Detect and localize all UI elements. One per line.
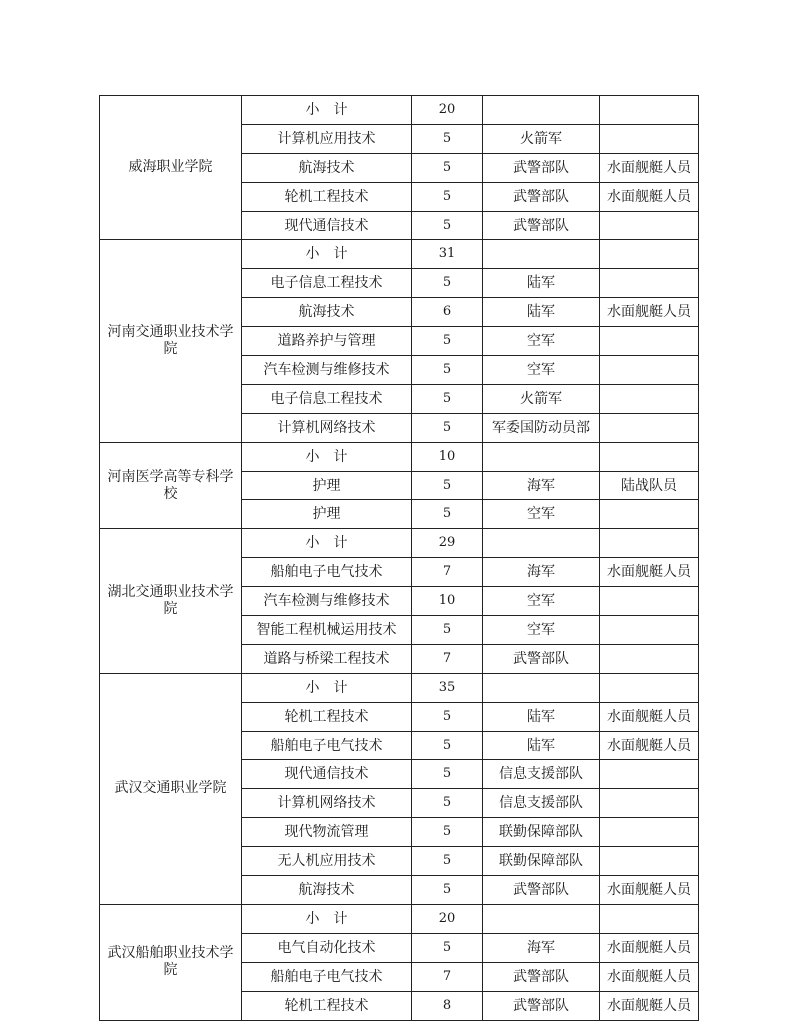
count-cell: 5 bbox=[412, 211, 483, 240]
major-cell: 汽车检测与维修技术 bbox=[242, 356, 412, 385]
school-name-cell: 武汉船舶职业技术学院 bbox=[100, 904, 242, 1020]
major-cell: 现代物流管理 bbox=[242, 818, 412, 847]
note-cell: 水面舰艇人员 bbox=[600, 702, 699, 731]
branch-cell bbox=[483, 442, 600, 471]
note-cell: 水面舰艇人员 bbox=[600, 182, 699, 211]
branch-cell: 陆军 bbox=[483, 702, 600, 731]
count-cell: 5 bbox=[412, 876, 483, 905]
branch-cell bbox=[483, 240, 600, 269]
major-cell: 轮机工程技术 bbox=[242, 991, 412, 1020]
note-cell bbox=[600, 904, 699, 933]
branch-cell: 联勤保障部队 bbox=[483, 847, 600, 876]
branch-cell: 空军 bbox=[483, 327, 600, 356]
count-cell: 5 bbox=[412, 182, 483, 211]
branch-cell: 空军 bbox=[483, 500, 600, 529]
note-cell bbox=[600, 356, 699, 385]
count-cell: 7 bbox=[412, 962, 483, 991]
note-cell bbox=[600, 529, 699, 558]
note-cell bbox=[600, 327, 699, 356]
major-cell: 小 计 bbox=[242, 904, 412, 933]
count-cell: 20 bbox=[412, 96, 483, 125]
branch-cell: 空军 bbox=[483, 587, 600, 616]
note-cell bbox=[600, 673, 699, 702]
branch-cell: 军委国防动员部 bbox=[483, 413, 600, 442]
count-cell: 5 bbox=[412, 384, 483, 413]
count-cell: 5 bbox=[412, 124, 483, 153]
major-cell: 现代通信技术 bbox=[242, 760, 412, 789]
count-cell: 5 bbox=[412, 702, 483, 731]
major-cell: 道路与桥梁工程技术 bbox=[242, 644, 412, 673]
note-cell bbox=[600, 500, 699, 529]
count-cell: 5 bbox=[412, 847, 483, 876]
note-cell bbox=[600, 442, 699, 471]
count-cell: 5 bbox=[412, 356, 483, 385]
table-body bbox=[100, 96, 699, 1021]
branch-cell: 武警部队 bbox=[483, 876, 600, 905]
note-cell: 水面舰艇人员 bbox=[600, 558, 699, 587]
school-name-cell: 河南交通职业技术学院 bbox=[100, 240, 242, 442]
count-cell: 35 bbox=[412, 673, 483, 702]
note-cell: 水面舰艇人员 bbox=[600, 933, 699, 962]
count-cell: 5 bbox=[412, 789, 483, 818]
branch-cell: 陆军 bbox=[483, 731, 600, 760]
school-name-cell: 河南医学高等专科学校 bbox=[100, 442, 242, 529]
branch-cell: 武警部队 bbox=[483, 991, 600, 1020]
major-cell: 计算机网络技术 bbox=[242, 413, 412, 442]
note-cell: 水面舰艇人员 bbox=[600, 962, 699, 991]
school-name-cell: 威海职业学院 bbox=[100, 96, 242, 240]
note-cell bbox=[600, 847, 699, 876]
major-cell: 轮机工程技术 bbox=[242, 182, 412, 211]
major-cell: 小 计 bbox=[242, 529, 412, 558]
note-cell bbox=[600, 96, 699, 125]
note-cell: 陆战队员 bbox=[600, 471, 699, 500]
allocation-table bbox=[99, 95, 699, 1021]
major-cell: 计算机网络技术 bbox=[242, 789, 412, 818]
count-cell: 7 bbox=[412, 558, 483, 587]
count-cell: 5 bbox=[412, 413, 483, 442]
major-cell: 电子信息工程技术 bbox=[242, 269, 412, 298]
subtotal-row bbox=[100, 529, 699, 558]
note-cell: 水面舰艇人员 bbox=[600, 298, 699, 327]
count-cell: 5 bbox=[412, 760, 483, 789]
note-cell bbox=[600, 240, 699, 269]
count-cell: 5 bbox=[412, 153, 483, 182]
major-cell: 船舶电子电气技术 bbox=[242, 962, 412, 991]
major-cell: 小 计 bbox=[242, 442, 412, 471]
major-cell: 航海技术 bbox=[242, 153, 412, 182]
major-cell: 小 计 bbox=[242, 673, 412, 702]
count-cell: 10 bbox=[412, 587, 483, 616]
count-cell: 5 bbox=[412, 616, 483, 645]
major-cell: 道路养护与管理 bbox=[242, 327, 412, 356]
school-name-cell: 湖北交通职业技术学院 bbox=[100, 529, 242, 673]
branch-cell: 武警部队 bbox=[483, 962, 600, 991]
note-cell: 水面舰艇人员 bbox=[600, 876, 699, 905]
major-cell: 小 计 bbox=[242, 96, 412, 125]
major-cell: 航海技术 bbox=[242, 298, 412, 327]
count-cell: 20 bbox=[412, 904, 483, 933]
count-cell: 6 bbox=[412, 298, 483, 327]
count-cell: 5 bbox=[412, 500, 483, 529]
major-cell: 智能工程机械运用技术 bbox=[242, 616, 412, 645]
branch-cell: 海军 bbox=[483, 558, 600, 587]
branch-cell: 火箭军 bbox=[483, 384, 600, 413]
subtotal-row bbox=[100, 442, 699, 471]
count-cell: 5 bbox=[412, 327, 483, 356]
note-cell: 水面舰艇人员 bbox=[600, 991, 699, 1020]
note-cell bbox=[600, 413, 699, 442]
branch-cell bbox=[483, 673, 600, 702]
major-cell: 现代通信技术 bbox=[242, 211, 412, 240]
branch-cell: 海军 bbox=[483, 933, 600, 962]
major-cell: 汽车检测与维修技术 bbox=[242, 587, 412, 616]
subtotal-row bbox=[100, 240, 699, 269]
note-cell bbox=[600, 644, 699, 673]
note-cell bbox=[600, 269, 699, 298]
branch-cell: 武警部队 bbox=[483, 644, 600, 673]
major-cell: 计算机应用技术 bbox=[242, 124, 412, 153]
count-cell: 29 bbox=[412, 529, 483, 558]
count-cell: 5 bbox=[412, 731, 483, 760]
count-cell: 8 bbox=[412, 991, 483, 1020]
note-cell bbox=[600, 760, 699, 789]
major-cell: 护理 bbox=[242, 500, 412, 529]
branch-cell: 陆军 bbox=[483, 269, 600, 298]
major-cell: 船舶电子电气技术 bbox=[242, 558, 412, 587]
branch-cell: 陆军 bbox=[483, 298, 600, 327]
note-cell bbox=[600, 211, 699, 240]
count-cell: 7 bbox=[412, 644, 483, 673]
note-cell bbox=[600, 587, 699, 616]
branch-cell bbox=[483, 96, 600, 125]
branch-cell: 信息支援部队 bbox=[483, 760, 600, 789]
note-cell bbox=[600, 384, 699, 413]
note-cell bbox=[600, 124, 699, 153]
major-cell: 小 计 bbox=[242, 240, 412, 269]
major-cell: 船舶电子电气技术 bbox=[242, 731, 412, 760]
note-cell bbox=[600, 818, 699, 847]
note-cell bbox=[600, 616, 699, 645]
note-cell: 水面舰艇人员 bbox=[600, 153, 699, 182]
count-cell: 5 bbox=[412, 471, 483, 500]
school-name-cell: 武汉交通职业学院 bbox=[100, 673, 242, 904]
branch-cell: 海军 bbox=[483, 471, 600, 500]
major-cell: 无人机应用技术 bbox=[242, 847, 412, 876]
count-cell: 5 bbox=[412, 269, 483, 298]
count-cell: 10 bbox=[412, 442, 483, 471]
branch-cell: 空军 bbox=[483, 356, 600, 385]
branch-cell: 联勤保障部队 bbox=[483, 818, 600, 847]
major-cell: 护理 bbox=[242, 471, 412, 500]
major-cell: 航海技术 bbox=[242, 876, 412, 905]
subtotal-row bbox=[100, 96, 699, 125]
count-cell: 31 bbox=[412, 240, 483, 269]
branch-cell bbox=[483, 529, 600, 558]
branch-cell: 信息支援部队 bbox=[483, 789, 600, 818]
subtotal-row bbox=[100, 904, 699, 933]
branch-cell: 武警部队 bbox=[483, 153, 600, 182]
major-cell: 轮机工程技术 bbox=[242, 702, 412, 731]
branch-cell: 武警部队 bbox=[483, 182, 600, 211]
branch-cell: 空军 bbox=[483, 616, 600, 645]
count-cell: 5 bbox=[412, 933, 483, 962]
subtotal-row bbox=[100, 673, 699, 702]
branch-cell: 火箭军 bbox=[483, 124, 600, 153]
note-cell bbox=[600, 789, 699, 818]
count-cell: 5 bbox=[412, 818, 483, 847]
major-cell: 电子信息工程技术 bbox=[242, 384, 412, 413]
major-cell: 电气自动化技术 bbox=[242, 933, 412, 962]
note-cell: 水面舰艇人员 bbox=[600, 731, 699, 760]
branch-cell: 武警部队 bbox=[483, 211, 600, 240]
branch-cell bbox=[483, 904, 600, 933]
